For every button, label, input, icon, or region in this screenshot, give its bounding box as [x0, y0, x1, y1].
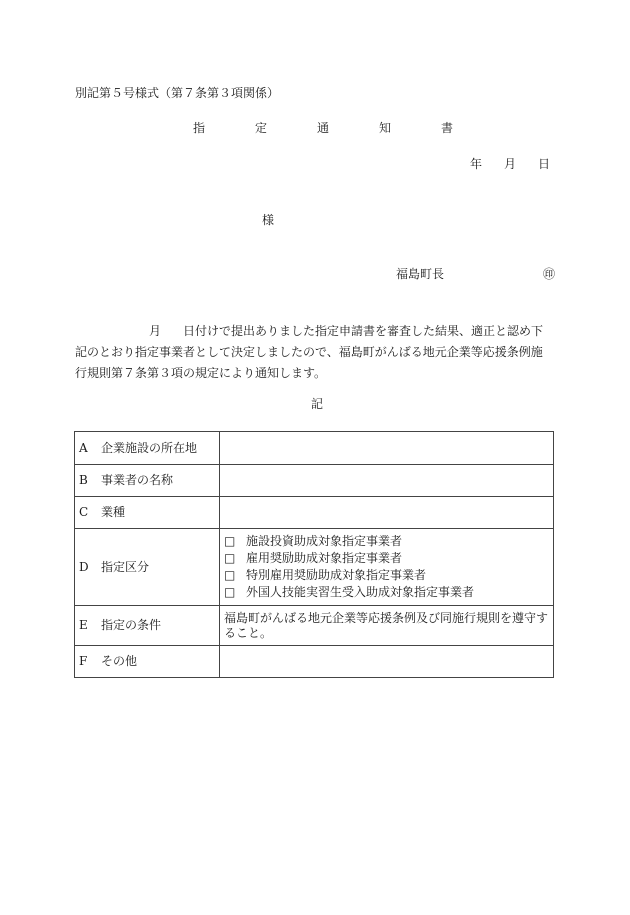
table-row — [75, 606, 554, 646]
row-value: 福島町がんばる地元企業等応援条例及び同施行規則を遵守すること。 — [220, 606, 554, 646]
date-year: 年 — [470, 157, 483, 171]
table-row — [75, 432, 554, 465]
title-char: 通 — [316, 121, 329, 135]
row-label: F その他 — [75, 646, 220, 678]
designation-table — [74, 431, 554, 678]
row-label: D 指定区分 — [75, 529, 220, 606]
checkbox[interactable]: □ — [224, 568, 236, 582]
title-char: 指 — [193, 121, 206, 135]
ki-heading: 記 — [311, 397, 324, 411]
row-value[interactable] — [220, 465, 554, 497]
body-line-2: 記のとおり指定事業者として決定しましたので、福島町がんばる地元企業等応援条例施 — [75, 345, 543, 359]
checkbox[interactable]: □ — [224, 534, 236, 548]
row-value[interactable] — [220, 497, 554, 529]
title-char: 書 — [440, 121, 453, 135]
row-label: E 指定の条件 — [75, 606, 220, 646]
table-row — [75, 465, 554, 497]
row-label: C 業種 — [75, 497, 220, 529]
row-value[interactable] — [220, 646, 554, 678]
checkbox[interactable]: □ — [224, 551, 236, 565]
table-row — [75, 529, 554, 606]
body-line-1 — [75, 321, 557, 342]
body-paragraph — [75, 321, 557, 384]
date-month: 月 — [504, 157, 517, 171]
row-value[interactable] — [220, 432, 554, 465]
option-item[interactable]: □ 特別雇用奨励助成対象指定事業者 — [224, 568, 427, 582]
body-month: 月 — [149, 324, 162, 338]
title-char: 定 — [254, 121, 267, 135]
designation-options — [220, 529, 554, 606]
body-line-1-text: 日付けで提出ありました指定申請書を審査した結果、適正と認め下 — [183, 324, 544, 338]
title-char: 知 — [378, 121, 391, 135]
table-row — [75, 646, 554, 678]
table-row — [75, 497, 554, 529]
addressee-honorific: 様 — [262, 213, 275, 227]
date-day: 日 — [538, 157, 551, 171]
option-item[interactable]: □ 施設投資助成対象指定事業者 — [224, 534, 403, 548]
row-label: B 事業者の名称 — [75, 465, 220, 497]
issuer-name: 福島町長 — [396, 267, 445, 281]
form-number: 別記第５号様式（第７条第３項関係） — [75, 86, 280, 100]
body-line-3: 行規則第７条第３項の規定により通知します。 — [75, 366, 327, 380]
date-line — [470, 157, 550, 171]
row-label: A 企業施設の所在地 — [75, 432, 220, 465]
option-item[interactable]: □ 外国人技能実習生受入助成対象指定事業者 — [224, 585, 475, 599]
checkbox[interactable]: □ — [224, 585, 236, 599]
option-item[interactable]: □ 雇用奨励助成対象指定事業者 — [224, 551, 403, 565]
seal-mark: ㊞ — [543, 267, 556, 281]
document-title — [193, 121, 453, 135]
